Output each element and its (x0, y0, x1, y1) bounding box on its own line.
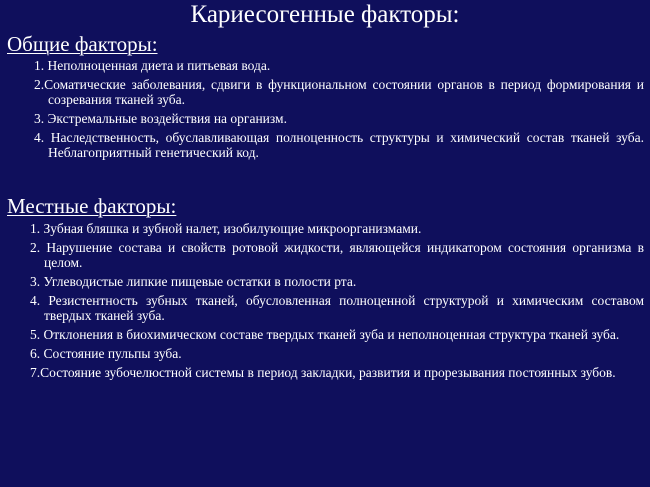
list-item: 1. Зубная бляшка и зубной налет, изобилующие микроорганизмами. (30, 221, 422, 236)
list-item: 4. Наследственность, обуславливающая полноценность структуры и химический состав тканей зуба. Неблагоприятный генетический код. (34, 130, 644, 160)
general-factors-heading: Общие факторы: (7, 32, 158, 56)
local-factors-heading: Местные факторы: (7, 194, 177, 218)
list-item: 3. Экстремальные воздействия на организм. (34, 111, 287, 126)
list-item: 5. Отклонения в биохимическом составе твердых тканей зуба и неполноценная структура тканей зуба. (30, 327, 620, 342)
list-item: 2.Соматические заболевания, сдвиги в функциональном состоянии органов в период формирования и созревания тканей зуба. (34, 77, 644, 107)
local-factors-list (30, 221, 644, 384)
slide-title: Кариесогенные факторы: (190, 1, 460, 28)
list-item: 2. Нарушение состава и свойств ротовой жидкости, являющейся индикатором состояния организма в целом. (30, 240, 644, 270)
list-item: 3. Углеводистые липкие пищевые остатки в полости рта. (30, 274, 357, 289)
general-factors-list (34, 58, 644, 164)
list-item: 6. Состояние пульпы зуба. (30, 346, 182, 361)
list-item: 4. Резистентность зубных тканей, обусловленная полноценной структурой и химическим составом твердых тканей зуба. (30, 293, 644, 323)
list-item: 7.Состояние зубочелюстной системы в период закладки, развития и прорезывания постоянных зубов. (30, 365, 616, 380)
list-item: 1. Неполноценная диета и питьевая вода. (34, 58, 271, 73)
